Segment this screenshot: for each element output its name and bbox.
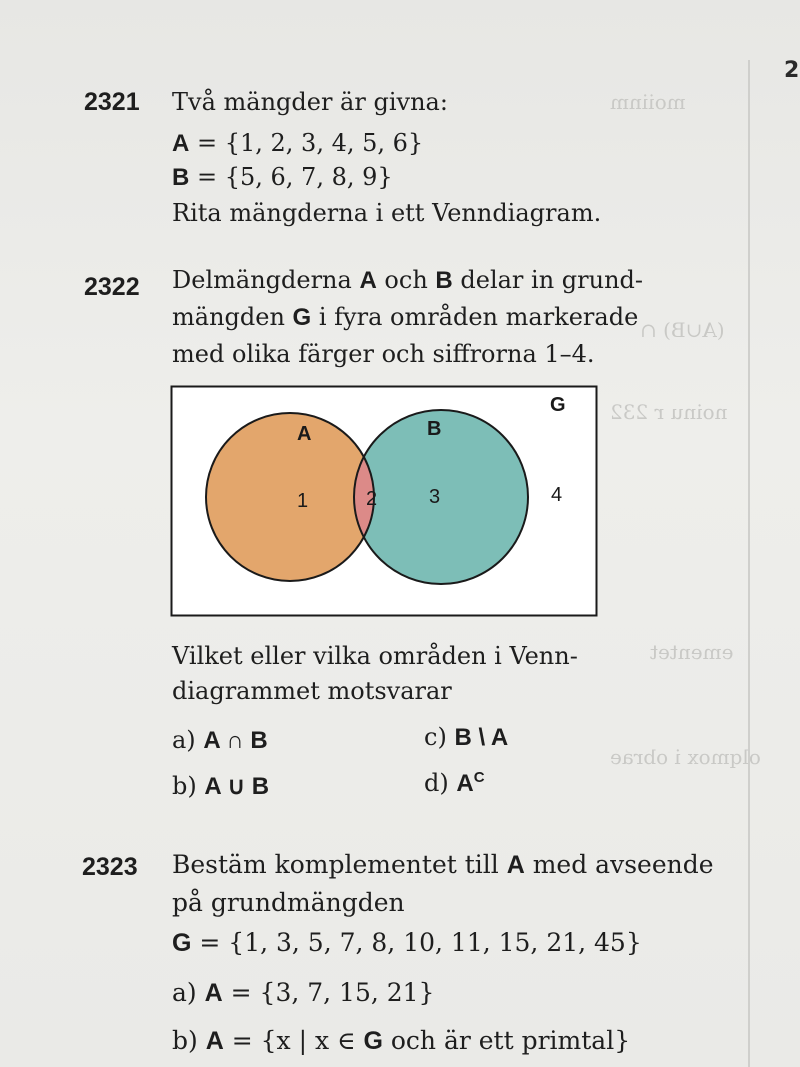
problem-2323-line3 (172, 928, 642, 958)
problem-2322-option-d (424, 769, 485, 798)
show-through-text: ementet (650, 640, 734, 664)
set-A-elements: = {1, 2, 3, 4, 5, 6} (196, 129, 424, 157)
region-4-label: 4 (551, 484, 563, 506)
problem-2321-setB (172, 163, 393, 192)
set-A-symbol: A (205, 1027, 224, 1055)
set-A-symbol: A (506, 851, 525, 879)
problem-2322-question-line2: diagrammet motsvarar (172, 677, 452, 705)
set-G-symbol: G (363, 1027, 383, 1055)
option-label: c) (424, 723, 447, 751)
problem-2323-option-b (172, 1026, 630, 1056)
problem-2322-line2 (172, 303, 638, 332)
option-expression: A (456, 770, 474, 797)
set-builder-text: och är ett primtal} (382, 1026, 631, 1055)
problem-2322-question-line1: Vilket eller vilka områden i Venn- (172, 642, 578, 670)
problem-2322-line3: med olika färger och siffrorna 1–4. (172, 340, 595, 368)
region-2-label: 2 (366, 488, 378, 510)
show-through-text: (A∪B) ∩ (640, 318, 725, 342)
complement-superscript: C (473, 769, 485, 786)
option-expression: = {3, 7, 15, 21} (230, 978, 435, 1007)
set-A-symbol: A (172, 130, 190, 157)
problem-2323-line2: på grundmängden (172, 888, 405, 917)
set-G-symbol: G (292, 304, 312, 331)
show-through-text: noinu r 232 (610, 400, 728, 424)
option-label: b) (172, 772, 197, 800)
set-B-symbol: B (172, 164, 190, 191)
option-label: b) (172, 1026, 198, 1055)
show-through-text: olqmox i obrae (610, 745, 761, 769)
option-expression: B \ A (454, 724, 509, 751)
label-A: A (297, 423, 312, 445)
show-through-text: moiinm (610, 90, 686, 114)
problem-2321-intro: Två mängder är givna: (172, 88, 448, 116)
option-expression: A ∪ B (204, 773, 270, 800)
option-label: a) (172, 978, 197, 1007)
problem-2322-option-a (172, 726, 268, 755)
problem-2322-number: 2322 (84, 273, 140, 301)
text-span: mängden (172, 303, 293, 331)
problem-2323-line1 (172, 850, 714, 880)
set-builder-text: = {x | x ∈ (231, 1026, 364, 1055)
option-expression: A ∩ B (203, 727, 268, 754)
set-A-symbol: A (359, 267, 377, 294)
problem-2321-setA (172, 129, 423, 158)
option-label: a) (172, 726, 196, 754)
set-G-symbol: G (172, 929, 192, 957)
set-B-elements: = {5, 6, 7, 8, 9} (196, 163, 393, 191)
corner-page-number: 2 (784, 58, 800, 83)
label-B: B (427, 418, 442, 440)
text-span: Bestäm komplementet till (172, 850, 507, 879)
region-3-label: 3 (429, 486, 441, 508)
problem-2321-number: 2321 (84, 88, 140, 116)
set-A-symbol: A (204, 979, 223, 1007)
problem-2323-number: 2323 (82, 853, 138, 881)
label-G: G (550, 394, 566, 416)
problem-2322-line1 (172, 266, 643, 295)
problem-2322-option-c (424, 723, 508, 752)
venn-diagram (170, 385, 598, 617)
set-G-elements: = {1, 3, 5, 7, 8, 10, 11, 15, 21, 45} (199, 928, 642, 957)
option-label: d) (424, 769, 449, 797)
region-1-label: 1 (297, 490, 309, 512)
problem-2321-task: Rita mängderna i ett Venndiagram. (172, 199, 602, 227)
problem-2322-option-b (172, 772, 269, 801)
text-span: med avseende (524, 850, 714, 879)
page-margin-line (748, 60, 750, 1067)
text-span: delar in grund- (452, 266, 644, 294)
set-B-symbol: B (435, 267, 453, 294)
text-span: i fyra områden markerade (311, 303, 639, 331)
problem-2323-option-a (172, 978, 434, 1008)
text-span: Delmängderna (172, 266, 360, 294)
text-span: och (376, 266, 436, 294)
